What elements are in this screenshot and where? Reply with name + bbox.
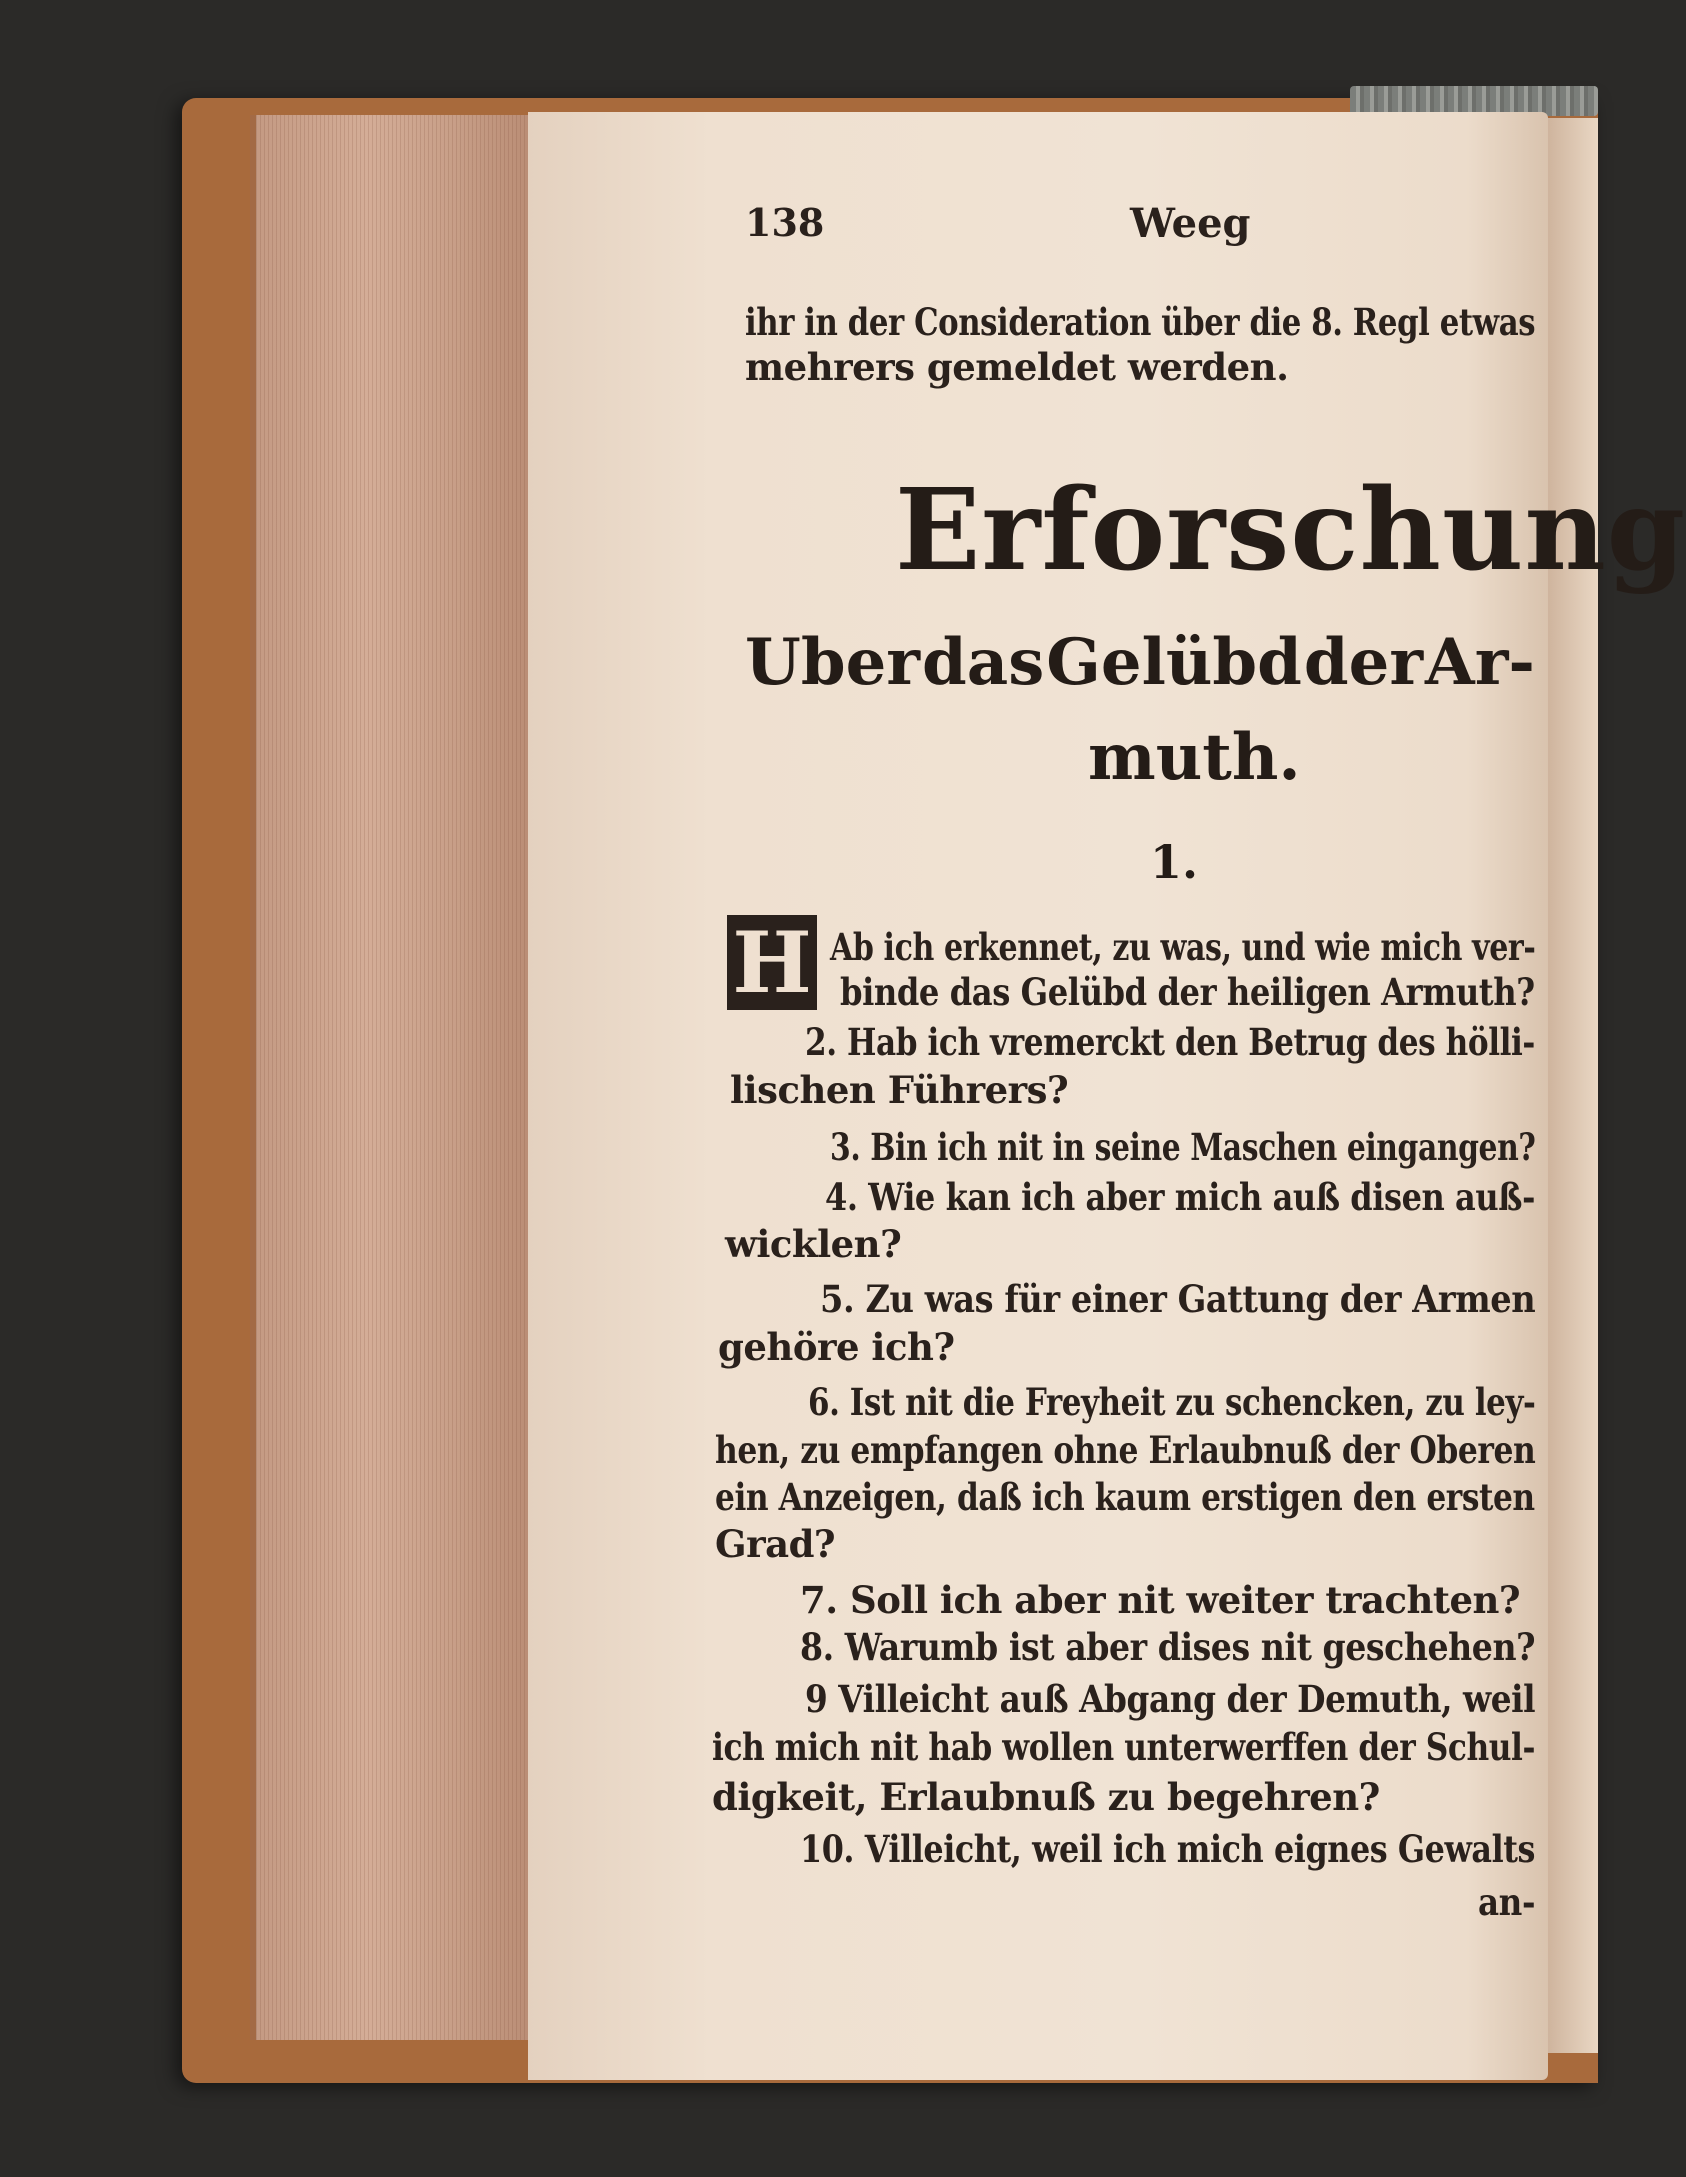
body-line: 9 Villeicht auß Abgang der Demuth, weil xyxy=(805,1677,1536,1721)
intro-line: mehrers gemeldet werden. xyxy=(745,345,1289,389)
heading-word: Uber xyxy=(745,625,920,700)
heading-subtitle xyxy=(745,625,1535,700)
body-line: hen, zu empfangen ohne Erlaubnuß der Oberen xyxy=(715,1428,1536,1472)
section-number: 1. xyxy=(1150,835,1199,889)
body-line: wicklen? xyxy=(725,1222,902,1266)
body-line: 6. Ist nit die Freyheit zu schencken, zu ley- xyxy=(808,1380,1536,1424)
body-line: 7. Soll ich aber nit weiter trachten? xyxy=(800,1578,1521,1622)
body-line: ich mich nit hab wollen unterwerffen der Schul- xyxy=(712,1725,1536,1769)
heading-word: das xyxy=(921,625,1045,700)
body-line: 3. Bin ich nit in seine Maschen eingangen? xyxy=(830,1125,1536,1169)
running-title: Weeg xyxy=(1130,200,1251,247)
body-line: gehöre ich? xyxy=(718,1325,955,1369)
heading-word: der xyxy=(1303,625,1424,700)
body-line: 8. Warumb ist aber dises nit geschehen? xyxy=(800,1625,1536,1669)
heading-title: Erforschung xyxy=(895,465,1686,596)
body-line: ein Anzeigen, daß ich kaum erstigen den ersten xyxy=(715,1475,1535,1519)
facing-page-edge xyxy=(1545,118,1598,2053)
body-line: digkeit, Erlaubnuß zu begehren? xyxy=(712,1775,1380,1819)
drop-cap-initial: H xyxy=(727,915,817,1010)
body-line: Grad? xyxy=(715,1522,836,1566)
body-line: Ab ich erkennet, zu was, und wie mich ver- xyxy=(830,925,1536,969)
body-line: 10. Villeicht, weil ich mich eignes Gewalts xyxy=(800,1827,1536,1871)
heading-continuation: muth. xyxy=(1088,720,1301,795)
catchword: an- xyxy=(1478,1880,1536,1924)
intro-line: ihr in der Consideration über die 8. Regl etwas xyxy=(745,300,1536,344)
body-line: 5. Zu was für einer Gattung der Armen xyxy=(820,1277,1536,1321)
page-number: 138 xyxy=(745,200,825,245)
page-block-fore-edge xyxy=(250,115,536,2040)
body-line: lischen Führers? xyxy=(730,1068,1069,1112)
heading-word: Ar- xyxy=(1425,625,1535,700)
body-line: 2. Hab ich vremerckt den Betrug des hölli- xyxy=(805,1020,1535,1064)
heading-word: Gelübd xyxy=(1046,625,1302,700)
body-line: 4. Wie kan ich aber mich auß disen auß- xyxy=(825,1175,1535,1219)
body-line: binde das Gelübd der heiligen Armuth? xyxy=(840,970,1535,1014)
